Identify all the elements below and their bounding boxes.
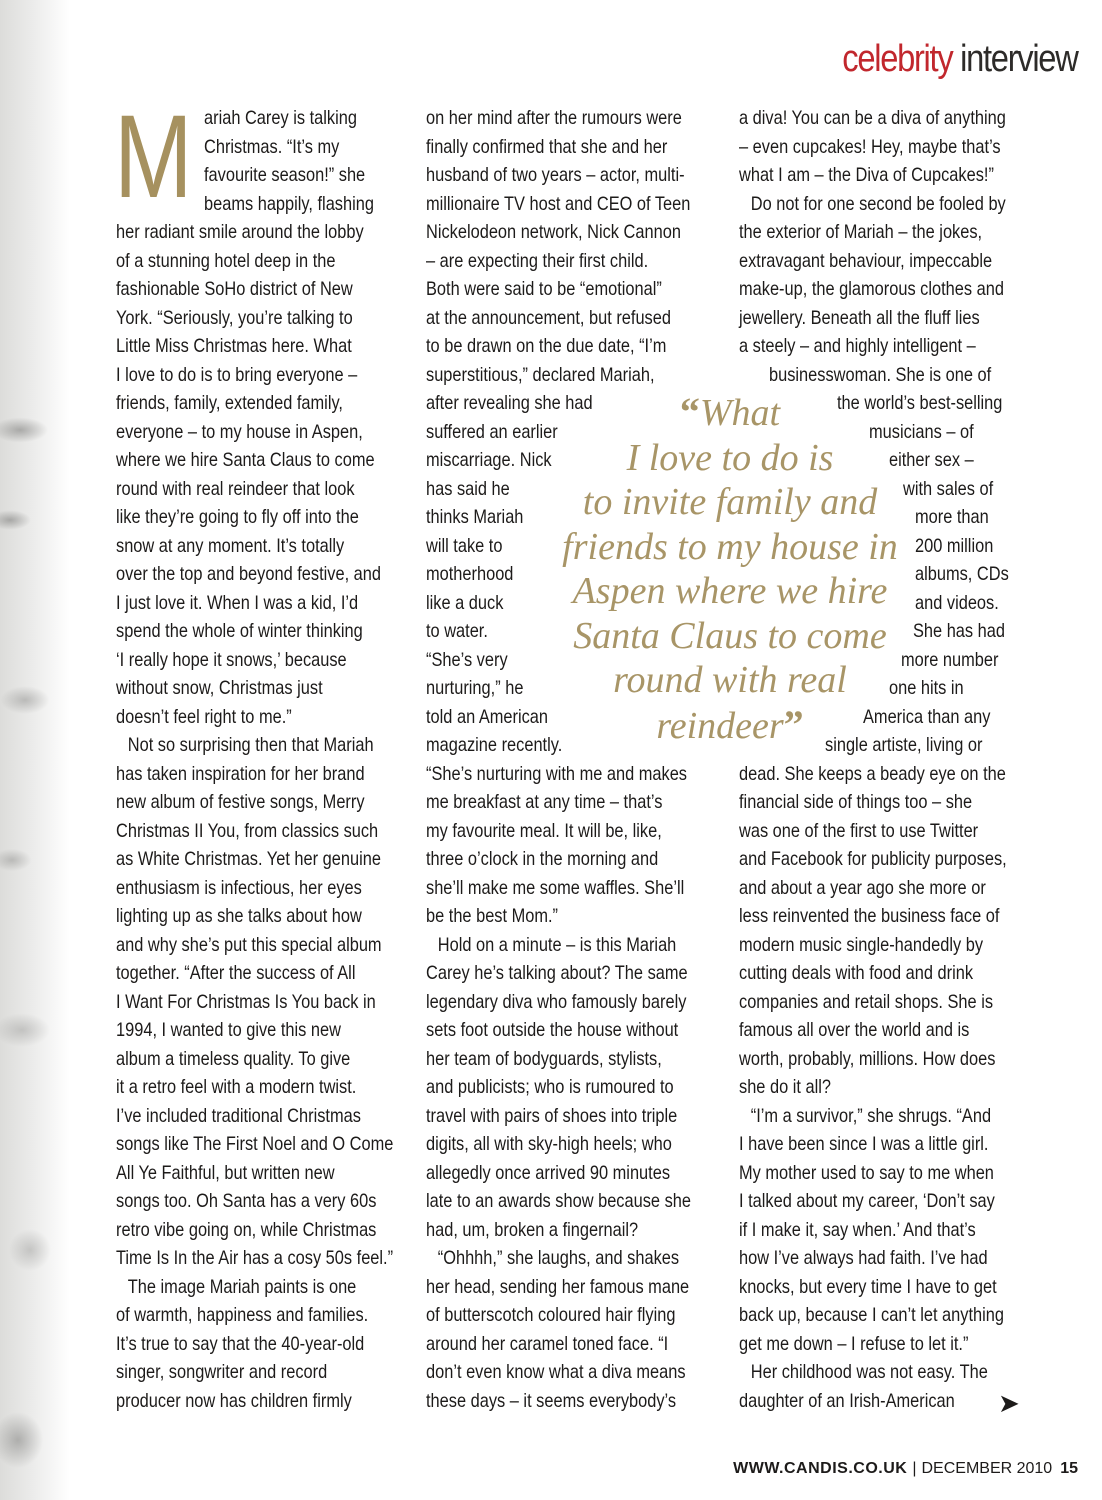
- pull-quote-line-7: reindeer”: [656, 701, 804, 747]
- footer-separator: |: [912, 1460, 917, 1477]
- article-line: and Facebook for publicity purposes,: [739, 848, 1007, 870]
- article-line: Her childhood was not easy. The: [750, 1361, 988, 1383]
- article-line: over the top and beyond festive, and: [116, 563, 382, 585]
- website-link[interactable]: WWW.CANDIS.CO.UK: [733, 1460, 908, 1477]
- article-line: if I make it, say when.’ And that’s: [739, 1218, 976, 1241]
- article-line: extravagant behaviour, impeccable: [739, 249, 993, 272]
- article-line: – are expecting their first child.: [426, 249, 649, 272]
- article-line: how I’ve always had faith. I’ve had: [739, 1247, 988, 1269]
- article-line: be the best Mom.”: [426, 905, 559, 927]
- article-line: and why she’s put this special album: [116, 933, 382, 956]
- article-line: of butterscotch coloured hair flying: [426, 1304, 676, 1326]
- article-line: allegedly once arrived 90 minutes: [426, 1161, 671, 1184]
- section-title-accent: celebrity: [842, 38, 953, 80]
- article-line: with sales of: [903, 477, 994, 500]
- article-column-1: [114, 91, 406, 1415]
- article-line: the exterior of Mariah – the jokes,: [739, 221, 983, 243]
- pull-quote-line-2: to invite family and: [582, 481, 878, 523]
- article-line: ‘I really hope it snows,’ because: [116, 648, 347, 671]
- article-line: modern music single-handedly by: [739, 933, 984, 956]
- article-line: songs too. Oh Santa has a very 60s: [116, 1190, 377, 1212]
- article-line: at the announcement, but refused: [426, 306, 671, 329]
- pull-quote-line-5: Santa Claus to come: [573, 614, 887, 657]
- article-line: 200 million: [915, 534, 994, 557]
- article-line: a diva! You can be a diva of anything: [739, 107, 1006, 129]
- article-line: singer, songwriter and record: [116, 1361, 328, 1383]
- article-line: late to an awards show because she: [426, 1190, 691, 1212]
- article-line: sets foot outside the house without: [426, 1019, 679, 1041]
- article-line: me breakfast at any time – that’s: [426, 791, 663, 813]
- page-number: 15: [1060, 1460, 1078, 1477]
- article-line: Christmas. “It’s my: [204, 135, 340, 158]
- article-line: what I am – the Diva of Cupcakes!”: [739, 164, 994, 186]
- article-line: knocks, but every time I have to get: [739, 1275, 997, 1298]
- article-line: her team of bodyguards, stylists,: [426, 1047, 662, 1070]
- article-line: lighting up as she talks about how: [116, 905, 362, 927]
- article-line: a steely – and highly intelligent –: [739, 335, 976, 357]
- article-line: as White Christmas. Yet her genuine: [116, 848, 381, 870]
- article-line: like they’re going to fly off into the: [116, 506, 359, 528]
- article-line: single artiste, living or: [825, 734, 983, 756]
- article-line: She has had: [913, 620, 1005, 642]
- article-line: Not so surprising then that Mariah: [127, 734, 374, 756]
- article-line: cutting deals with food and drink: [739, 962, 974, 984]
- article-line: of a stunning hotel deep in the: [116, 249, 336, 272]
- article-line: York. “Seriously, you’re talking to: [116, 306, 353, 329]
- article-line: the world’s best-selling: [837, 392, 1003, 414]
- article-line: around her caramel toned face. “I: [426, 1332, 669, 1355]
- article-column-3: [739, 104, 1039, 1415]
- article-line: together. “After the success of All: [116, 962, 356, 984]
- article-line: three o’clock in the morning and: [426, 848, 659, 870]
- article-line: – even cupcakes! Hey, maybe that’s: [739, 135, 1001, 158]
- article-line: to be drawn on the due date, “I’m: [426, 335, 667, 357]
- article-line: musicians – of: [869, 420, 974, 443]
- article-line: Carey he’s talking about? The same: [426, 962, 688, 984]
- article-line: albums, CDs: [915, 563, 1009, 585]
- pull-quote-close-mark: ”: [783, 701, 804, 747]
- article-line: has said he: [426, 477, 510, 500]
- article-line: these days – it seems everybody’s: [426, 1389, 677, 1412]
- article-line: dead. She keeps a beady eye on the: [739, 762, 1006, 785]
- article-line: digits, all with sky-high heels; who: [426, 1133, 672, 1155]
- continue-arrow-icon: ➤: [998, 1389, 1020, 1419]
- article-line: to water.: [426, 620, 488, 642]
- article-line: on her mind after the rumours were: [426, 107, 682, 129]
- article-line: beams happily, flashing: [204, 192, 374, 215]
- article-line: new album of festive songs, Merry: [116, 791, 365, 813]
- article-line: legendary diva who famously barely: [426, 990, 687, 1013]
- article-line: get me down – I refuse to let it.”: [739, 1332, 969, 1355]
- article-line: her head, sending her famous mane: [426, 1275, 690, 1298]
- article-line: “Ohhhh,” she laughs, and shakes: [437, 1247, 680, 1269]
- article-line: album a timeless quality. To give: [116, 1047, 351, 1070]
- article-line: it a retro feel with a modern twist.: [116, 1076, 357, 1098]
- article-line: companies and retail shops. She is: [739, 990, 994, 1013]
- pull-quote-line-4: Aspen where we hire: [572, 570, 888, 612]
- article-line: husband of two years – actor, multi-: [426, 164, 685, 186]
- article-line: motherhood: [426, 563, 514, 585]
- pull-quote-open-mark: “: [679, 389, 700, 434]
- article-line: and publicists; who is rumoured to: [426, 1076, 674, 1098]
- article-line: and videos.: [915, 591, 999, 614]
- article-line: “I’m a survivor,” she shrugs. “And: [750, 1104, 992, 1127]
- article-column-2: [426, 104, 726, 1415]
- article-line: finally confirmed that she and her: [426, 135, 668, 158]
- article-line: one hits in: [889, 677, 964, 699]
- pull-quote-line-1: I love to do is: [626, 436, 834, 479]
- article-line: millionaire TV host and CEO of Teen: [426, 192, 691, 215]
- article-line: without snow, Christmas just: [116, 677, 323, 699]
- article-line: snow at any moment. It’s totally: [116, 534, 345, 557]
- article-line: 1994, I wanted to give this new: [116, 1019, 341, 1041]
- article-line: nurturing,” he: [426, 677, 524, 699]
- article-line: “She’s nurturing with me and makes: [426, 762, 688, 785]
- article-line: don’t even know what a diva means: [426, 1361, 686, 1383]
- article-line: Do not for one second be fooled by: [750, 192, 1006, 215]
- article-line: magazine recently.: [426, 734, 563, 756]
- article-line: more than: [915, 506, 989, 528]
- article-line: my favourite meal. It will be, like,: [426, 819, 662, 842]
- article-line: It’s true to say that the 40-year-old: [116, 1332, 365, 1355]
- article-line: songs like The First Noel and O Come: [116, 1133, 394, 1155]
- article-line: All Ye Faithful, but written new: [116, 1161, 335, 1184]
- drop-cap: M: [114, 91, 193, 223]
- article-line: famous all over the world and is: [739, 1019, 970, 1041]
- article-line: Nickelodeon network, Nick Cannon: [426, 221, 681, 243]
- article-line: her radiant smile around the lobby: [116, 221, 364, 243]
- article-line: make-up, the glamorous clothes and: [739, 278, 1004, 300]
- article-line: retro vibe going on, while Christmas: [116, 1218, 377, 1241]
- article-line: financial side of things too – she: [739, 791, 973, 813]
- article-line: round with real reindeer that look: [116, 477, 355, 500]
- pull-quote: [540, 390, 920, 748]
- article-line: enthusiasm is infectious, her eyes: [116, 876, 362, 899]
- article-line: she’ll make me some waffles. She’ll: [426, 876, 685, 899]
- section-title: [843, 38, 1078, 81]
- article-line: everyone – to my house in Aspen,: [116, 420, 363, 443]
- article-line: America than any: [863, 705, 991, 728]
- article-line: superstitious,” declared Mariah,: [426, 363, 655, 386]
- article-line: producer now has children firmly: [116, 1389, 352, 1412]
- article-line: fashionable SoHo district of New: [116, 278, 353, 300]
- article-line: will take to: [426, 534, 503, 557]
- article-line: jewellery. Beneath all the fluff lies: [739, 306, 980, 329]
- article-line: worth, probably, millions. How does: [739, 1047, 996, 1070]
- issue-date: DECEMBER 2010: [921, 1460, 1053, 1477]
- article-line: Hold on a minute – is this Mariah: [437, 933, 677, 956]
- article-line: more number: [901, 648, 999, 671]
- article-line: Time Is In the Air has a cosy 50s feel.”: [116, 1247, 394, 1269]
- article-line: she do it all?: [739, 1076, 831, 1098]
- article-line: I’ve included traditional Christmas: [116, 1104, 361, 1127]
- page-footer: [733, 1460, 1078, 1478]
- article-line: where we hire Santa Claus to come: [116, 449, 375, 471]
- section-title-rest: interview: [960, 38, 1078, 80]
- article-line: The image Mariah paints is one: [127, 1275, 357, 1298]
- pull-quote-line-0: “What: [679, 389, 781, 434]
- article-line: has taken inspiration for her brand: [116, 762, 365, 785]
- article-line: ariah Carey is talking: [204, 107, 357, 129]
- article-line: favourite season!” she: [204, 164, 366, 186]
- article-line: friends, family, extended family,: [116, 392, 343, 414]
- article-line: either sex –: [889, 449, 974, 471]
- article-line: I just love it. When I was a kid, I’d: [116, 591, 359, 614]
- article-line: suffered an earlier: [426, 420, 558, 443]
- article-line: Both were said to be “emotional”: [426, 278, 662, 300]
- article-line: businesswoman. She is one of: [769, 363, 992, 386]
- pull-quote-line-3: friends to my house in: [562, 525, 898, 568]
- article-line: of warmth, happiness and families.: [116, 1304, 369, 1326]
- article-line: Christmas II You, from classics such: [116, 819, 379, 842]
- article-line: I love to do is to bring everyone –: [116, 363, 358, 386]
- article-line: and about a year ago she more or: [739, 876, 986, 899]
- pull-quote-line-6: round with real: [613, 659, 847, 701]
- article-line: after revealing she had: [426, 392, 593, 414]
- article-line: “She’s very: [426, 648, 508, 671]
- article-line: My mother used to say to me when: [739, 1161, 994, 1184]
- article-line: doesn’t feel right to me.”: [116, 705, 292, 728]
- article-line: travel with pairs of shoes into triple: [426, 1104, 678, 1127]
- article-line: back up, because I can’t let anything: [739, 1304, 1004, 1326]
- article-line: miscarriage. Nick: [426, 449, 552, 471]
- article-line: like a duck: [426, 591, 504, 614]
- article-line: was one of the first to use Twitter: [739, 819, 979, 842]
- article-line: less reinvented the business face of: [739, 905, 1000, 927]
- article-line: told an American: [426, 705, 549, 728]
- article-line: had, um, broken a fingernail?: [426, 1218, 639, 1241]
- article-line: I have been since I was a little girl.: [739, 1133, 989, 1155]
- frosted-tree-background: [0, 0, 70, 1500]
- article-line: Little Miss Christmas here. What: [116, 335, 352, 357]
- article-line: I Want For Christmas Is You back in: [116, 990, 376, 1013]
- article-line: daughter of an Irish-American: [739, 1389, 955, 1412]
- article-line: spend the whole of winter thinking: [116, 620, 363, 642]
- article-line: thinks Mariah: [426, 506, 524, 528]
- article-line: I talked about my career, ‘Don’t say: [739, 1190, 995, 1212]
